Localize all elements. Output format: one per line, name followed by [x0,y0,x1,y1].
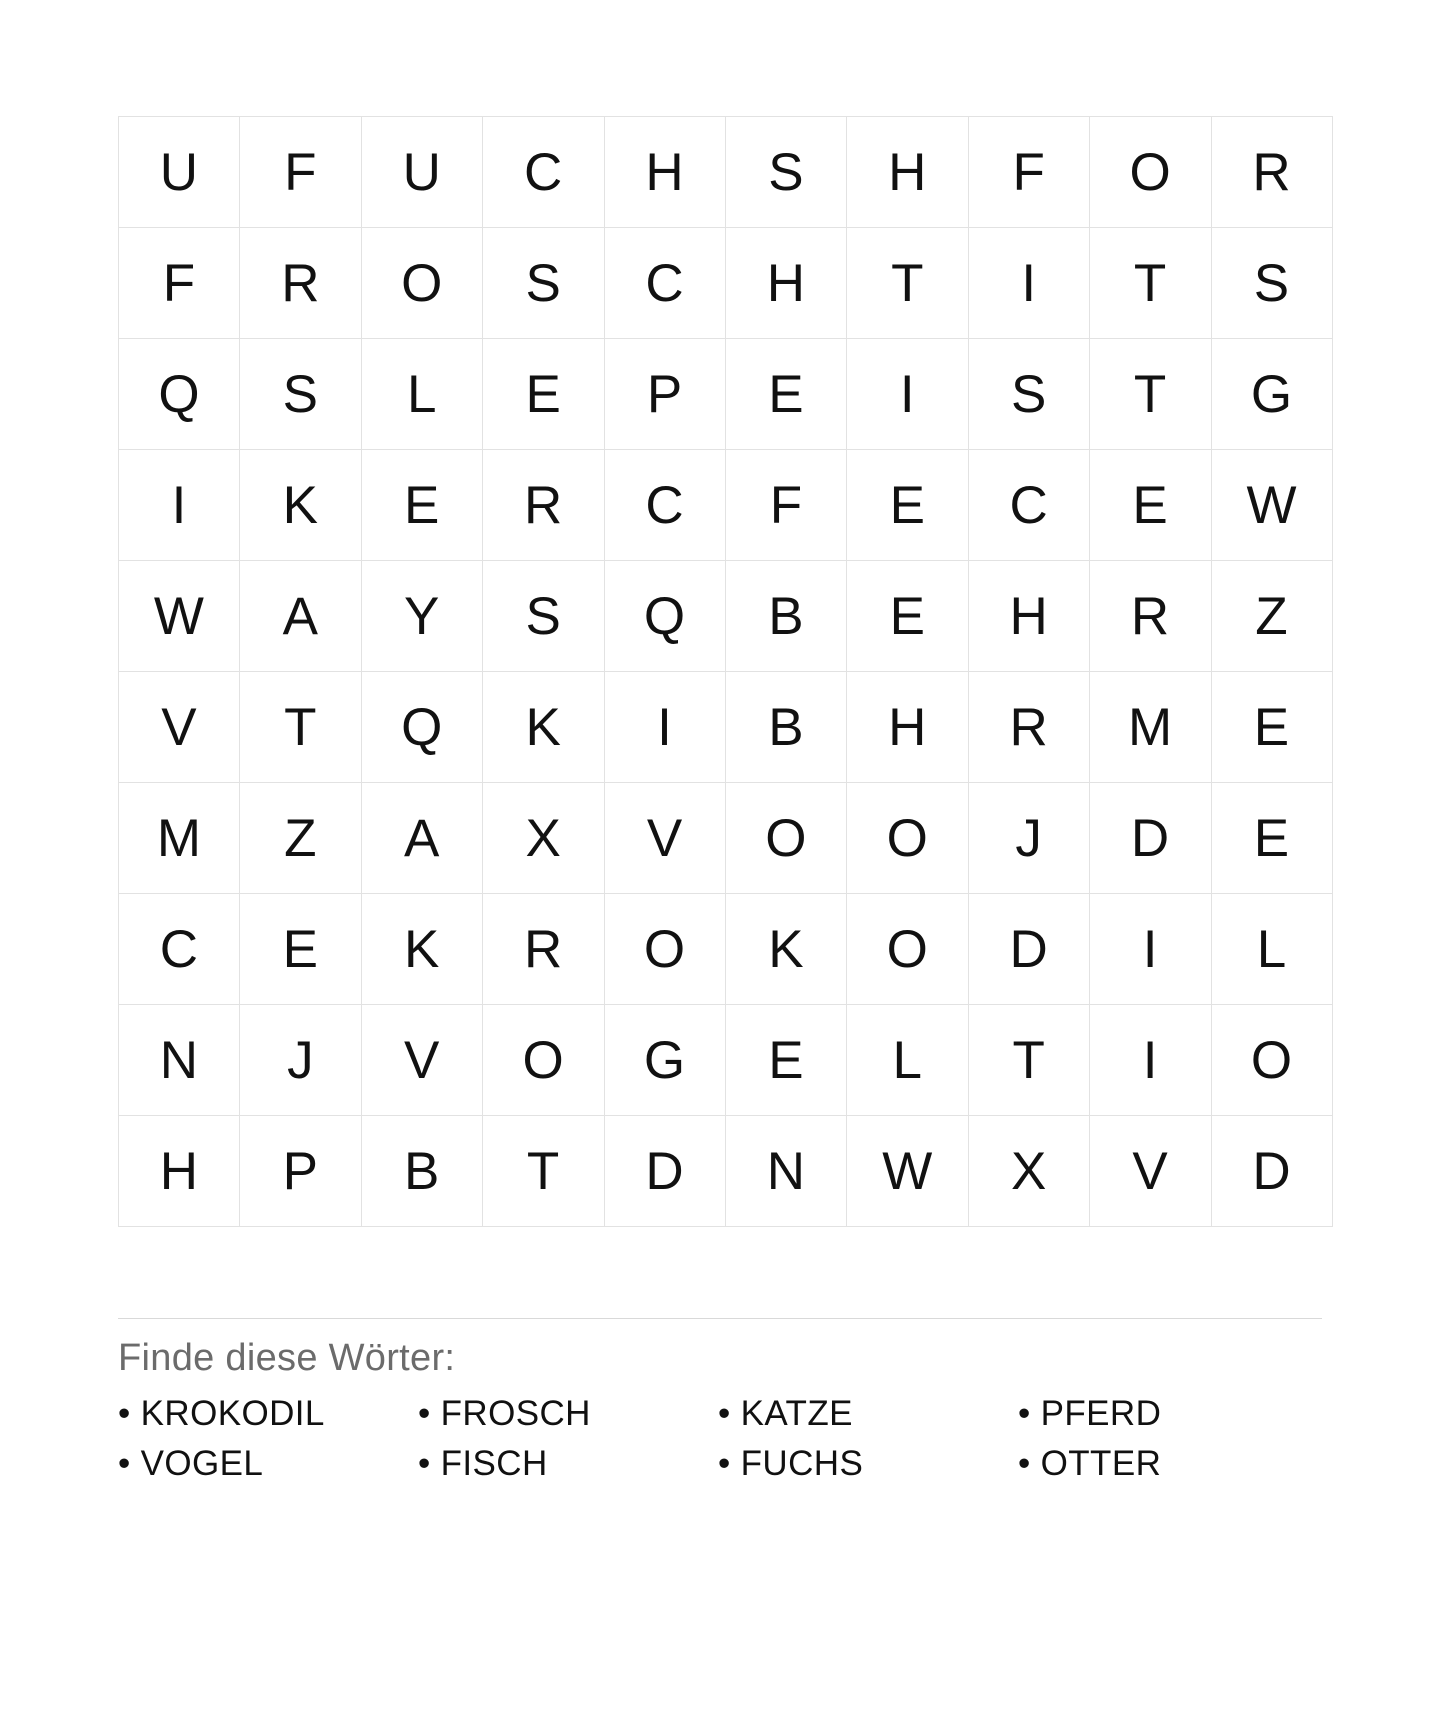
grid-cell[interactable]: O [361,228,482,339]
grid-cell[interactable]: R [240,228,361,339]
grid-cell[interactable]: E [725,1005,846,1116]
grid-cell[interactable]: B [725,561,846,672]
grid-cell[interactable]: B [725,672,846,783]
grid-cell[interactable]: N [725,1116,846,1227]
grid-cell[interactable]: I [968,228,1089,339]
grid-cell[interactable]: D [968,894,1089,1005]
grid-cell[interactable]: O [604,894,725,1005]
grid-cell[interactable]: P [240,1116,361,1227]
grid-cell[interactable]: G [1211,339,1332,450]
grid-cell[interactable]: J [968,783,1089,894]
grid-cell[interactable]: K [725,894,846,1005]
word-list [118,1394,1322,1484]
grid-cell[interactable]: H [847,117,968,228]
grid-cell[interactable]: U [361,117,482,228]
word-label: VOGEL [140,1444,264,1483]
grid-cell[interactable]: T [240,672,361,783]
table-row [119,783,1333,894]
grid-cell[interactable]: T [1090,228,1211,339]
grid-cell[interactable]: X [968,1116,1089,1227]
word-label: FROSCH [440,1394,591,1433]
grid-cell[interactable]: F [240,117,361,228]
grid-cell[interactable]: F [968,117,1089,228]
grid-cell[interactable]: M [119,783,240,894]
grid-cell[interactable]: T [968,1005,1089,1116]
list-item[interactable] [1018,1444,1318,1484]
word-list-title: Finde diese Wörter: [118,1337,456,1379]
grid-cell[interactable]: R [968,672,1089,783]
grid-cell[interactable]: W [847,1116,968,1227]
grid-cell[interactable]: H [968,561,1089,672]
grid-cell[interactable]: E [847,561,968,672]
list-item[interactable] [118,1394,418,1434]
list-item[interactable] [1018,1394,1318,1434]
word-label: KATZE [740,1394,853,1433]
grid-cell[interactable]: E [483,339,604,450]
grid-cell[interactable]: C [483,117,604,228]
grid-cell[interactable]: M [1090,672,1211,783]
word-label: FUCHS [740,1444,864,1483]
list-item[interactable] [418,1444,718,1484]
grid-cell[interactable]: S [725,117,846,228]
grid-cell[interactable]: L [847,1005,968,1116]
grid-cell[interactable]: P [604,339,725,450]
grid-cell[interactable]: T [1090,339,1211,450]
table-row [119,561,1333,672]
grid-cell[interactable]: V [1090,1116,1211,1227]
grid-cell[interactable]: O [1090,117,1211,228]
grid-cell[interactable]: H [604,117,725,228]
grid-cell[interactable]: R [483,894,604,1005]
grid-cell[interactable]: D [1090,783,1211,894]
grid-cell[interactable]: R [483,450,604,561]
grid-cell[interactable]: S [483,561,604,672]
word-label: PFERD [1040,1394,1162,1433]
divider [118,1318,1322,1319]
grid-cell[interactable]: W [1211,450,1332,561]
grid-cell[interactable]: C [119,894,240,1005]
grid-cell[interactable]: D [1211,1116,1332,1227]
puzzle-grid-container [118,116,1322,1227]
grid-cell[interactable]: S [1211,228,1332,339]
bullet-icon: • [1018,1444,1031,1483]
list-item[interactable] [118,1444,418,1484]
table-row [119,228,1333,339]
grid-cell[interactable]: T [847,228,968,339]
grid-cell[interactable]: K [240,450,361,561]
grid-cell[interactable]: C [968,450,1089,561]
table-row [119,672,1333,783]
table-row [119,1116,1333,1227]
grid-cell[interactable]: E [1090,450,1211,561]
letter-grid[interactable] [118,116,1333,1227]
bullet-icon: • [418,1444,431,1483]
table-row [119,450,1333,561]
grid-cell[interactable]: F [725,450,846,561]
grid-cell[interactable]: T [483,1116,604,1227]
grid-cell[interactable]: L [361,339,482,450]
grid-cell[interactable]: H [119,1116,240,1227]
grid-cell[interactable]: Z [1211,561,1332,672]
bullet-icon: • [718,1394,731,1433]
grid-cell[interactable]: E [1211,672,1332,783]
grid-cell[interactable]: G [604,1005,725,1116]
list-item[interactable] [718,1394,1018,1434]
grid-cell[interactable]: Q [119,339,240,450]
grid-cell[interactable]: J [240,1005,361,1116]
grid-cell[interactable]: O [1211,1005,1332,1116]
grid-cell[interactable]: I [119,450,240,561]
grid-cell[interactable]: C [604,228,725,339]
grid-cell[interactable]: Y [361,561,482,672]
grid-cell[interactable]: X [483,783,604,894]
grid-cell[interactable]: O [847,783,968,894]
bullet-icon: • [118,1444,131,1483]
grid-cell[interactable]: C [604,450,725,561]
grid-cell[interactable]: U [119,117,240,228]
grid-cell[interactable]: I [847,339,968,450]
grid-cell[interactable]: K [361,894,482,1005]
grid-cell[interactable]: E [1211,783,1332,894]
table-row [119,339,1333,450]
grid-cell[interactable]: A [361,783,482,894]
grid-cell[interactable]: E [361,450,482,561]
grid-cell[interactable]: Q [604,561,725,672]
grid-cell[interactable]: O [725,783,846,894]
grid-cell[interactable]: I [604,672,725,783]
grid-cell[interactable]: W [119,561,240,672]
word-label: OTTER [1040,1444,1162,1483]
bullet-icon: • [1018,1394,1031,1433]
grid-cell[interactable]: V [604,783,725,894]
grid-cell[interactable]: S [968,339,1089,450]
grid-cell[interactable]: Z [240,783,361,894]
grid-cell[interactable]: Q [361,672,482,783]
grid-cell[interactable]: D [604,1116,725,1227]
grid-cell[interactable]: S [483,228,604,339]
grid-cell[interactable]: V [361,1005,482,1116]
grid-cell[interactable]: I [1090,894,1211,1005]
grid-cell[interactable]: O [483,1005,604,1116]
table-row [119,1005,1333,1116]
word-label: KROKODIL [140,1394,325,1433]
grid-cell[interactable]: R [1211,117,1332,228]
grid-cell[interactable]: R [1090,561,1211,672]
table-row [119,117,1333,228]
bullet-icon: • [718,1444,731,1483]
grid-cell[interactable]: V [119,672,240,783]
grid-cell[interactable]: K [483,672,604,783]
grid-cell[interactable]: O [847,894,968,1005]
grid-cell[interactable]: A [240,561,361,672]
word-label: FISCH [440,1444,548,1483]
grid-cell[interactable]: H [725,228,846,339]
grid-cell[interactable]: S [240,339,361,450]
grid-cell[interactable]: H [847,672,968,783]
bullet-icon: • [418,1394,431,1433]
grid-cell[interactable]: I [1090,1005,1211,1116]
grid-cell[interactable]: E [847,450,968,561]
grid-cell[interactable]: B [361,1116,482,1227]
grid-cell[interactable]: N [119,1005,240,1116]
word-list-section [118,1318,1322,1484]
grid-cell[interactable]: E [240,894,361,1005]
table-row [119,894,1333,1005]
list-item[interactable] [718,1444,1018,1484]
bullet-icon: • [118,1394,131,1433]
grid-cell[interactable]: L [1211,894,1332,1005]
grid-cell[interactable]: F [119,228,240,339]
grid-cell[interactable]: E [725,339,846,450]
list-item[interactable] [418,1394,718,1434]
